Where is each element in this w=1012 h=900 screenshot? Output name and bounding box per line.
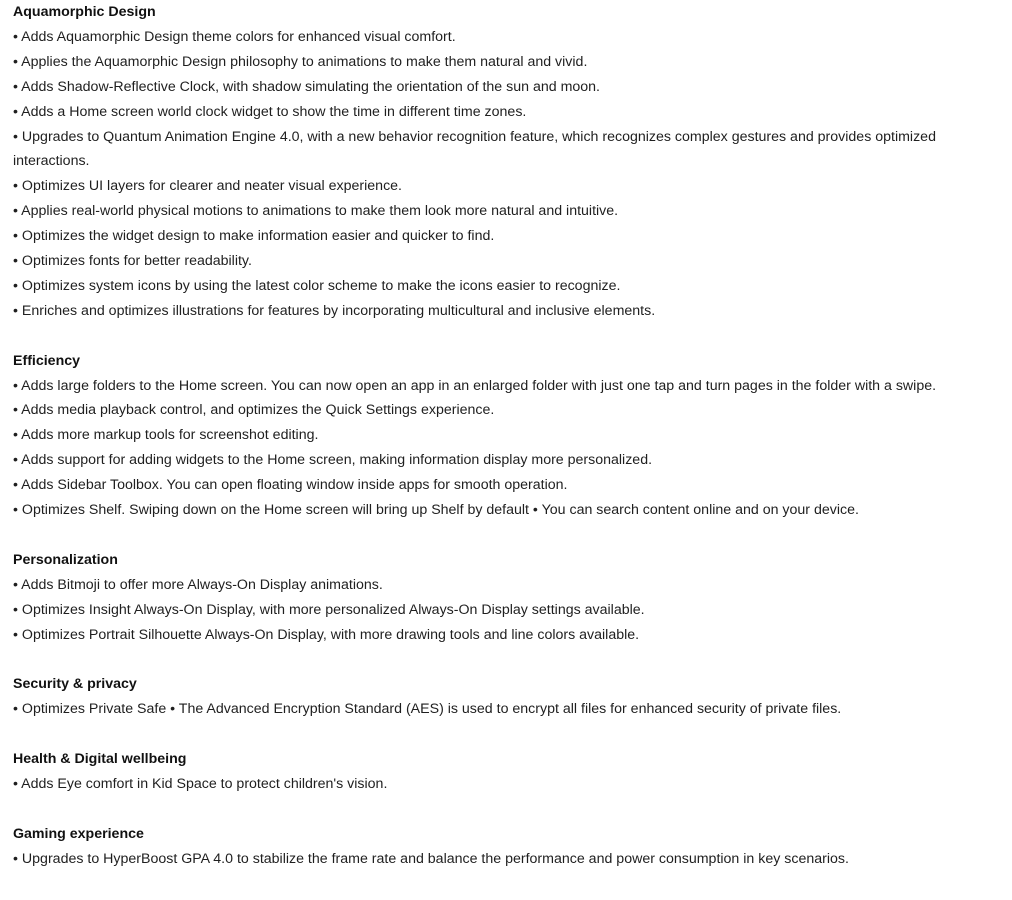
bullet-icon: •	[13, 850, 18, 867]
list-item-text: Optimizes Shelf. Swiping down on the Home screen will bring up Shelf by default • You can search content online and on your device.	[21, 502, 859, 519]
bullet-icon: •	[13, 178, 18, 195]
list-item-text: Optimizes UI layers for clearer and neater visual experience.	[21, 178, 402, 195]
bullet-icon: •	[13, 701, 18, 718]
bullet-icon: •	[13, 626, 18, 643]
list-item	[13, 573, 1004, 598]
list-item	[13, 299, 1004, 324]
list-item	[13, 274, 1004, 299]
release-notes-section	[13, 548, 1004, 648]
list-item	[13, 199, 1004, 224]
bullet-icon: •	[13, 103, 18, 120]
bullet-icon: •	[13, 53, 18, 70]
list-item-text: Applies real-world physical motions to animations to make them look more natural and intuitive.	[21, 203, 619, 220]
list-item	[13, 25, 1004, 50]
list-item-text: Applies the Aquamorphic Design philosophy to animations to make them natural and vivid.	[21, 53, 588, 70]
list-item	[13, 249, 1004, 274]
list-item	[13, 772, 1004, 797]
list-item-text: Optimizes Insight Always-On Display, with more personalized Always-On Display settings available.	[21, 601, 645, 618]
list-item-text: Adds large folders to the Home screen. You can now open an app in an enlarged folder with just one tap and turn pages in the folder with a swipe.	[21, 377, 937, 394]
bullet-icon: •	[13, 776, 18, 793]
list-item	[13, 100, 1004, 125]
list-item	[13, 125, 1004, 175]
section-title: Aquamorphic Design	[13, 4, 156, 20]
list-item	[13, 423, 1004, 448]
list-item	[13, 50, 1004, 75]
section-title: Health & Digital wellbeing	[13, 751, 187, 768]
list-item-text: Adds Shadow-Reflective Clock, with shadow simulating the orientation of the sun and moon.	[21, 78, 600, 95]
bullet-icon: •	[13, 253, 18, 270]
release-notes-section	[13, 672, 1004, 722]
section-title: Efficiency	[13, 352, 81, 369]
list-item-text: Adds media playback control, and optimizes the Quick Settings experience.	[21, 402, 495, 419]
list-item-text: Adds support for adding widgets to the Home screen, making information display more personalized.	[21, 452, 653, 469]
bullet-icon: •	[13, 427, 18, 444]
list-item-text: Adds Bitmoji to offer more Always-On Display animations.	[21, 576, 383, 593]
bullet-icon: •	[13, 28, 18, 45]
list-item	[13, 598, 1004, 623]
list-item-text: Adds a Home screen world clock widget to show the time in different time zones.	[21, 103, 527, 120]
list-item-text: Adds more markup tools for screenshot editing.	[21, 427, 319, 444]
list-item-text: Enriches and optimizes illustrations for features by incorporating multicultural and inclusive elements.	[21, 302, 656, 319]
list-item	[13, 75, 1004, 100]
section-title: Security & privacy	[13, 676, 137, 693]
bullet-icon: •	[13, 502, 18, 519]
bullet-icon: •	[13, 228, 18, 245]
release-notes-section	[13, 822, 1004, 872]
bullet-icon: •	[13, 477, 18, 494]
bullet-icon: •	[13, 402, 18, 419]
bullet-icon: •	[13, 203, 18, 220]
list-item	[13, 473, 1004, 498]
list-item	[13, 623, 1004, 648]
list-item-text: Optimizes fonts for better readability.	[21, 253, 252, 270]
release-notes-section	[13, 747, 1004, 797]
bullet-icon: •	[13, 277, 18, 294]
release-notes-section	[13, 349, 1004, 523]
section-title: Gaming experience	[13, 825, 144, 842]
list-item	[13, 174, 1004, 199]
list-item-text: Adds Sidebar Toolbox. You can open floating window inside apps for smooth operation.	[21, 477, 568, 494]
list-item	[13, 374, 1004, 399]
list-item	[13, 697, 1004, 722]
section-title: Personalization	[13, 551, 118, 568]
list-item	[13, 448, 1004, 473]
list-item-text: Adds Aquamorphic Design theme colors for enhanced visual comfort.	[21, 28, 456, 45]
list-item-text: Optimizes Private Safe • The Advanced Encryption Standard (AES) is used to encrypt all files for enhanced security of private files.	[21, 701, 842, 718]
bullet-icon: •	[13, 128, 18, 145]
list-item-text: Adds Eye comfort in Kid Space to protect children's vision.	[21, 776, 388, 793]
list-item	[13, 398, 1004, 423]
bullet-icon: •	[13, 78, 18, 95]
list-item	[13, 224, 1004, 249]
bullet-icon: •	[13, 302, 18, 319]
list-item	[13, 498, 1004, 523]
list-item	[13, 847, 1004, 872]
bullet-icon: •	[13, 601, 18, 618]
release-notes-section	[13, 0, 1004, 324]
bullet-icon: •	[13, 452, 18, 469]
list-item-text: Upgrades to Quantum Animation Engine 4.0, with a new behavior recognition feature, which recognizes complex gestures and provides optimized interactions.	[13, 128, 936, 170]
list-item-text: Optimizes system icons by using the latest color scheme to make the icons easier to recognize.	[21, 277, 621, 294]
list-item-text: Optimizes Portrait Silhouette Always-On Display, with more drawing tools and line colors available.	[21, 626, 640, 643]
bullet-icon: •	[13, 576, 18, 593]
list-item-text: Optimizes the widget design to make information easier and quicker to find.	[21, 228, 495, 245]
bullet-icon: •	[13, 377, 18, 394]
list-item-text: Upgrades to HyperBoost GPA 4.0 to stabilize the frame rate and balance the performance and power consumption in key scenarios.	[21, 850, 849, 867]
